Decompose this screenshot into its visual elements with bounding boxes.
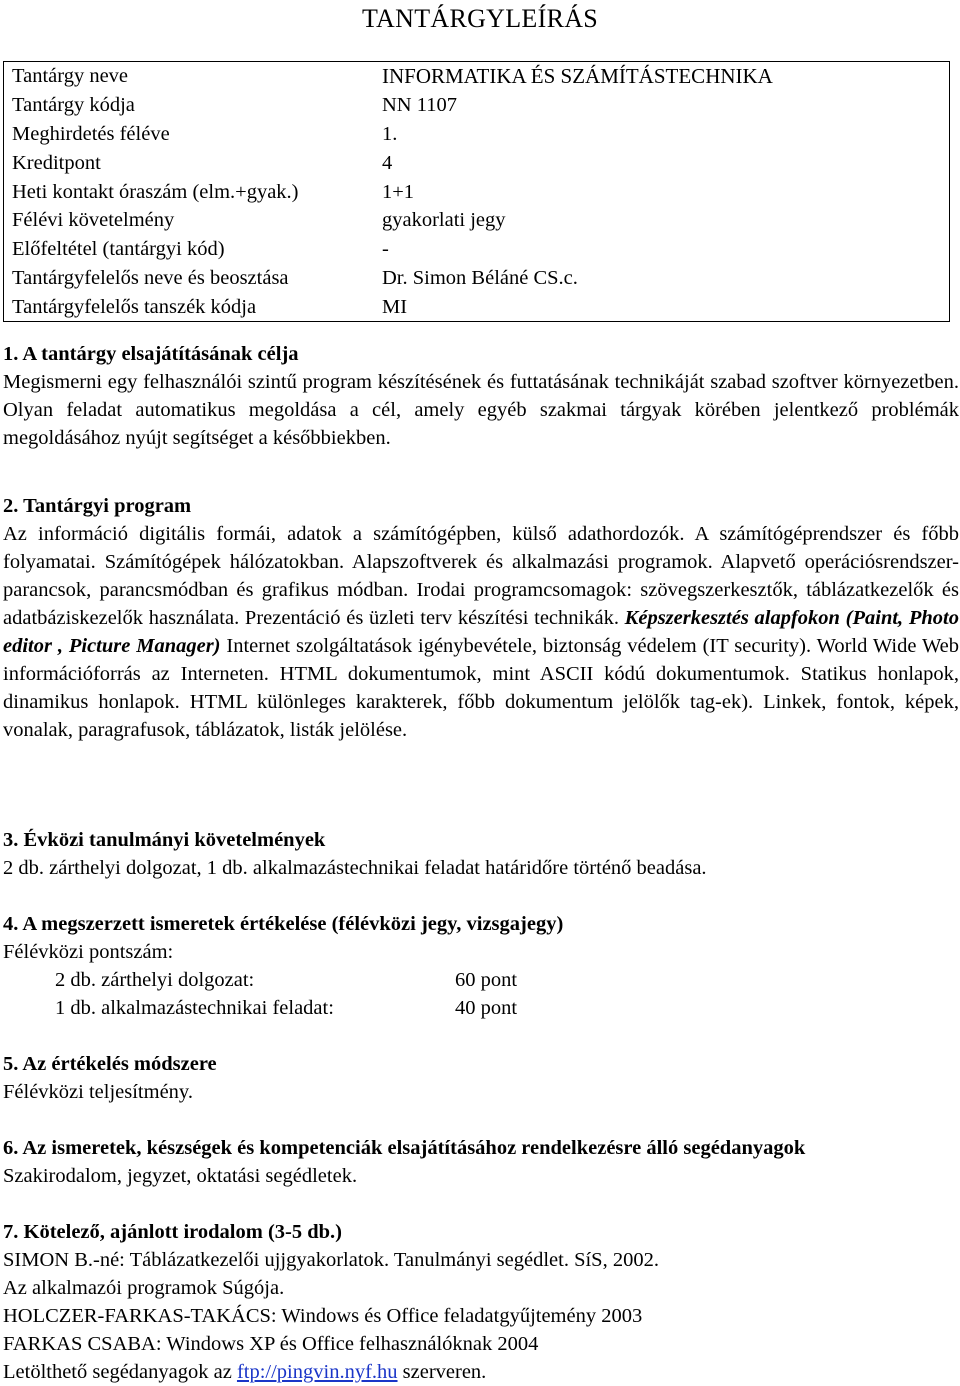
table-row [4,91,950,120]
table-row [4,264,950,293]
info-key: Előfeltétel (tantárgyi kód) [12,238,225,261]
download-prefix: Letölthető segédanyagok az [3,1361,237,1383]
section-text: 2 db. zárthelyi dolgozat, 1 db. alkalmazástechnikai feladat határidőre történő beadása. [3,857,707,879]
literature-item: FARKAS CSABA: Windows XP és Office felhasználóknak 2004 [3,1333,539,1355]
info-key: Tantárgyfelelős neve és beosztása [12,266,289,289]
download-suffix: szerveren. [397,1361,487,1383]
section-requirements [3,826,959,882]
info-key: Heti kontakt óraszám (elm.+gyak.) [12,180,299,203]
literature-item: HOLCZER-FARKAS-TAKÁCS: Windows és Office feladatgyűjtemény 2003 [3,1305,643,1327]
program-text-part: Az információ digitális formái, adatok a számítógépben, külső adathordozók. A számítógéprendszer és főbb folyamatai. Számítógépek hálózatokban. Alapszoftverek és alkalmazási programok. Alapvető operációsrendszer-parancsok, parancsmódban és grafikus módban. Irodai programcsomagok: szövegszerkesztők, táblázatkezelők és adatbáziskezelők használata. Prezentáció és üzleti terv készítési technikák. [3,523,959,629]
section-literature [3,1218,959,1386]
section-heading: 3. Évközi tanulmányi követelmények [3,829,326,851]
section-heading: 4. A megszerzett ismeretek értékelése (félévközi jegy, vizsgajegy) [3,913,564,935]
points-value: 60 pont [455,969,518,991]
points-item: 2 db. zárthelyi dolgozat: [55,969,255,991]
section-method [3,1050,959,1106]
section-goal [3,340,959,452]
section-text: Szakirodalom, jegyzet, oktatási segédletek. [3,1165,358,1187]
document-title: TANTÁRGYLEÍRÁS [361,4,599,33]
section-text: Félévközi pontszám: [3,941,174,963]
points-value: 40 pont [455,997,518,1019]
section-assessment [3,910,959,1022]
table-row [4,62,950,91]
ftp-link[interactable]: ftp://pingvin.nyf.hu [236,1361,398,1383]
section-heading: 5. Az értékelés módszere [3,1053,217,1075]
info-value: 4 [382,151,393,174]
info-value: Dr. Simon Béláné CS.c. [382,266,578,289]
info-value: INFORMATIKA ÉS SZÁMÍTÁSTECHNIKA [382,64,773,89]
course-info-table [3,61,950,322]
table-row [4,292,950,321]
literature-item: SIMON B.-né: Táblázatkezelői ujjgyakorlatok. Tanulmányi segédlet. SíS, 2002. [3,1249,659,1271]
download-line [3,1358,959,1386]
section-text: Félévközi teljesítmény. [3,1081,193,1103]
points-row [3,966,959,994]
section-resources [3,1134,959,1190]
table-row [4,120,950,149]
points-item: 1 db. alkalmazástechnikai feladat: [55,997,334,1019]
section-program [3,492,959,744]
literature-item: Az alkalmazói programok Súgója. [3,1277,285,1299]
program-text-part: Internet szolgáltatások igénybevétele, biztonság védelem (IT security). World Wide Web információforrás az Interneten. HTML dokumentumok, mint ASCII kódú dokumentumok. Statikus honlapok, dinamikus honlapok. HTML különleges karakterek, főbb dokumentum jelölők tag-ek). Linkek, fontok, képek, vonalak, paragrafusok, táblázatok, listák jelölése. [3,635,959,741]
table-row [4,148,950,177]
info-value: MI [382,295,408,318]
info-value: gyakorlati jegy [382,209,506,232]
info-key: Meghirdetés féléve [12,122,170,145]
info-value: 1. [382,122,398,145]
section-text [3,520,959,744]
program-text-emphasis: Képszerkesztés alapfokon (Paint, Photo editor , Picture Manager) [3,607,959,657]
section-text: Megismerni egy felhasználói szintű program készítésének és futtatásának technikáját szabad szoftver környezetben. Olyan feladat automatikus megoldása a cél, amely egyéb szakmai tárgyak körében jelentkező problémák megoldásához nyújt segítséget a későbbiekben. [3,371,959,449]
info-key: Félévi követelmény [12,209,175,232]
info-value: NN 1107 [382,94,457,117]
section-heading: 6. Az ismeretek, készségek és kompetenciák elsajátításához rendelkezésre álló segédanyagok [3,1137,806,1159]
table-row [4,177,950,206]
info-value: - [382,238,389,261]
info-key: Tantárgy neve [12,65,129,88]
info-key: Tantárgyfelelős tanszék kódja [12,295,257,318]
section-heading: 1. A tantárgy elsajátításának célja [3,343,299,365]
points-row [3,994,959,1022]
table-row [4,235,950,264]
table-row [4,206,950,235]
info-value: 1+1 [382,180,415,203]
info-key: Kreditpont [12,151,101,174]
info-key: Tantárgy kódja [12,94,135,117]
section-heading: 7. Kötelező, ajánlott irodalom (3-5 db.) [3,1221,342,1243]
section-heading: 2. Tantárgyi program [3,495,192,517]
